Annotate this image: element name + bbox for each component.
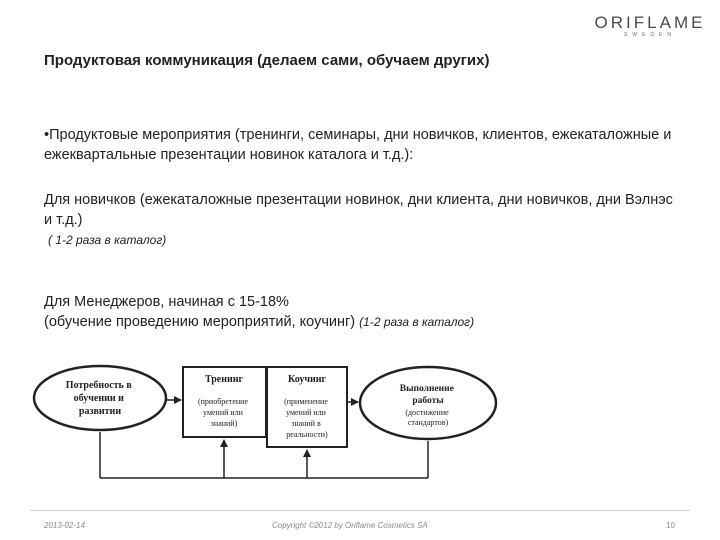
logo-brand: ORIFLAME bbox=[594, 13, 706, 32]
newbies-note: ( 1-2 раза в каталог) bbox=[48, 233, 167, 247]
managers-line-2-text: (обучение проведению мероприятий, коучинг) bbox=[44, 314, 360, 330]
footer-divider bbox=[30, 510, 690, 511]
page-number: 10 bbox=[666, 521, 675, 530]
diagram-svg bbox=[30, 360, 520, 490]
coaching-text-2: умений или bbox=[286, 408, 326, 417]
need-text-1: Потребность в bbox=[65, 380, 132, 391]
performance-text-2: работы bbox=[412, 396, 444, 406]
logo-sub: SWEDEN bbox=[624, 32, 676, 38]
managers-paragraph bbox=[44, 292, 694, 332]
footer-date: 2013-02-14 bbox=[44, 521, 85, 530]
training-title: Тренинг bbox=[204, 374, 244, 385]
need-text-2: обучении и bbox=[73, 393, 124, 404]
performance-text-3: (достижение bbox=[405, 408, 449, 417]
footer-copyright: Copyright ©2012 by Oriflame Cosmetics SA bbox=[272, 521, 428, 530]
svg-text:(достижение стандартов) bbox=[405, 408, 450, 427]
coaching-text-4: реальности) bbox=[286, 430, 328, 439]
svg-text:Тренинг bbox=[205, 374, 244, 385]
need-text-3: развитии bbox=[78, 406, 122, 417]
training-diagram bbox=[30, 360, 520, 490]
slide-title: Продуктовая коммуникация (делаем сами, обучаем других) bbox=[44, 52, 490, 69]
training-text-3: знаний) bbox=[210, 419, 238, 428]
coaching-text-1: (применение bbox=[284, 397, 328, 406]
coaching-text-3: знаний в bbox=[291, 419, 321, 428]
performance-text-1: Выполнение bbox=[399, 384, 454, 394]
managers-line-1: Для Менеджеров, начиная с 15-18% bbox=[44, 294, 289, 310]
bullet-paragraph: •Продуктовые мероприятия (тренинги, семинары, дни новичков, клиентов, ежекаталожные и ежеквартальные презентации новинок каталога и т.д.): bbox=[44, 127, 672, 163]
oriflame-logo bbox=[592, 14, 708, 39]
svg-text:Коучинг bbox=[288, 374, 327, 385]
performance-text-4: стандартов) bbox=[407, 418, 449, 427]
coaching-title: Коучинг bbox=[287, 374, 327, 385]
training-text-2: умений или bbox=[203, 408, 243, 417]
managers-note: (1-2 раза в каталог) bbox=[359, 315, 475, 329]
training-text-1: (приобретение bbox=[197, 397, 249, 406]
newbies-paragraph: Для новичков (ежекаталожные презентации новинок, дни клиента, дни новичков, дни Вэлнэс и т.д.) bbox=[44, 192, 673, 228]
managers-line-2 bbox=[44, 312, 694, 332]
